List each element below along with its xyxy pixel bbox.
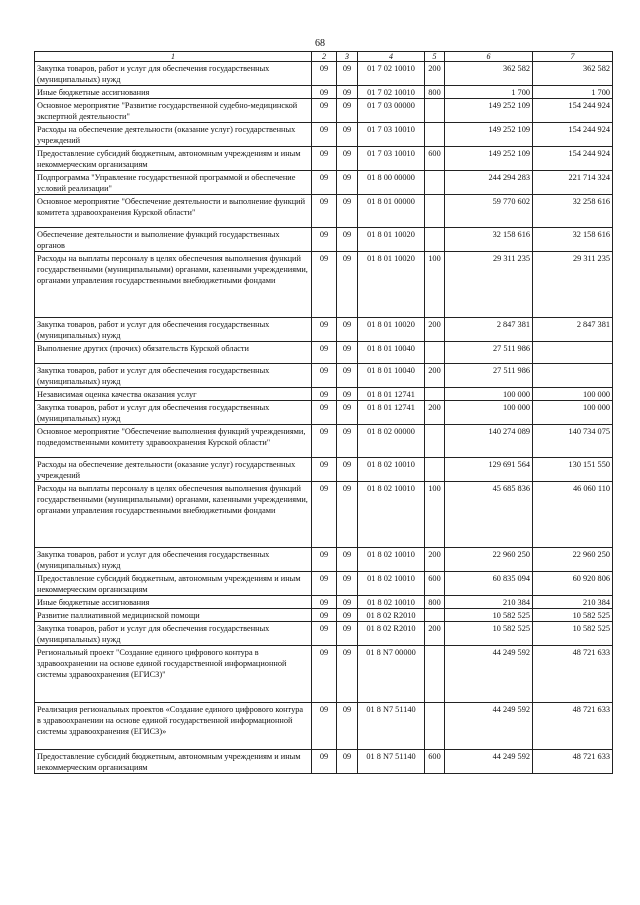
table-row — [35, 99, 613, 123]
row-name: Иные бюджетные ассигнования — [35, 86, 312, 99]
row-name: Закупка товаров, работ и услуг для обеспечения государственных (муниципальных) нужд — [35, 62, 312, 86]
row-name: Подпрограмма "Управление государственной программой и обеспечение условий реализации" — [35, 171, 312, 195]
column-header: 2 — [312, 52, 337, 62]
row-amount-year-2: 48 721 633 — [533, 750, 613, 774]
row-amount-year-1: 29 311 235 — [445, 252, 533, 318]
row-expense-type — [425, 99, 445, 123]
row-amount-year-2: 100 000 — [533, 388, 613, 401]
column-header: 3 — [337, 52, 358, 62]
table-row — [35, 622, 613, 646]
row-amount-year-1: 32 158 616 — [445, 228, 533, 252]
row-expense-type — [425, 195, 445, 228]
row-amount-year-1: 10 582 525 — [445, 622, 533, 646]
row-amount-year-1: 2 847 381 — [445, 318, 533, 342]
row-amount-year-2: 140 734 075 — [533, 425, 613, 458]
row-amount-year-1: 44 249 592 — [445, 703, 533, 750]
row-expense-type — [425, 228, 445, 252]
column-header: 4 — [358, 52, 425, 62]
row-subsection: 09 — [337, 401, 358, 425]
row-name: Предоставление субсидий бюджетным, автономным учреждениям и иным некоммерческим организациям — [35, 572, 312, 596]
row-target-article: 01 8 N7 00000 — [358, 646, 425, 703]
table-row — [35, 171, 613, 195]
row-expense-type: 800 — [425, 86, 445, 99]
row-subsection: 09 — [337, 596, 358, 609]
row-expense-type: 200 — [425, 622, 445, 646]
row-section: 09 — [312, 622, 337, 646]
row-subsection: 09 — [337, 572, 358, 596]
row-target-article: 01 8 N7 51140 — [358, 703, 425, 750]
row-name: Предоставление субсидий бюджетным, автономным учреждениям и иным некоммерческим организациям — [35, 147, 312, 171]
table-row — [35, 318, 613, 342]
row-amount-year-2: 221 714 324 — [533, 171, 613, 195]
row-subsection: 09 — [337, 86, 358, 99]
row-amount-year-2: 48 721 633 — [533, 646, 613, 703]
row-subsection: 09 — [337, 646, 358, 703]
row-section: 09 — [312, 458, 337, 482]
column-header: 6 — [445, 52, 533, 62]
row-name: Независимая оценка качества оказания услуг — [35, 388, 312, 401]
row-amount-year-2: 22 960 250 — [533, 548, 613, 572]
row-name: Основное мероприятие "Развитие государственной судебно-медицинской экспертной деятельности" — [35, 99, 312, 123]
row-expense-type — [425, 123, 445, 147]
table-row — [35, 458, 613, 482]
row-amount-year-2: 48 721 633 — [533, 703, 613, 750]
row-target-article: 01 8 01 10040 — [358, 364, 425, 388]
table-row — [35, 401, 613, 425]
row-name: Закупка товаров, работ и услуг для обеспечения государственных (муниципальных) нужд — [35, 318, 312, 342]
row-target-article: 01 8 01 10020 — [358, 228, 425, 252]
column-header: 1 — [35, 52, 312, 62]
row-section: 09 — [312, 86, 337, 99]
row-amount-year-1: 27 511 986 — [445, 364, 533, 388]
row-name: Закупка товаров, работ и услуг для обеспечения государственных (муниципальных) нужд — [35, 364, 312, 388]
row-target-article: 01 8 02 10010 — [358, 458, 425, 482]
row-subsection: 09 — [337, 195, 358, 228]
row-amount-year-2: 29 311 235 — [533, 252, 613, 318]
table-row — [35, 252, 613, 318]
row-subsection: 09 — [337, 62, 358, 86]
row-amount-year-2: 130 151 550 — [533, 458, 613, 482]
row-amount-year-2: 210 384 — [533, 596, 613, 609]
row-section: 09 — [312, 646, 337, 703]
row-name: Расходы на обеспечение деятельности (оказание услуг) государственных учреждений — [35, 123, 312, 147]
row-amount-year-2: 362 582 — [533, 62, 613, 86]
row-amount-year-1: 244 294 283 — [445, 171, 533, 195]
row-amount-year-1: 210 384 — [445, 596, 533, 609]
row-subsection: 09 — [337, 425, 358, 458]
row-amount-year-1: 60 835 094 — [445, 572, 533, 596]
table-row — [35, 62, 613, 86]
table-row — [35, 425, 613, 458]
row-amount-year-2: 32 158 616 — [533, 228, 613, 252]
row-target-article: 01 8 02 10010 — [358, 596, 425, 609]
row-section: 09 — [312, 482, 337, 548]
row-name: Развитие паллиативной медицинской помощи — [35, 609, 312, 622]
row-target-article: 01 7 03 00000 — [358, 99, 425, 123]
row-target-article: 01 8 02 10010 — [358, 482, 425, 548]
row-amount-year-2: 32 258 616 — [533, 195, 613, 228]
row-amount-year-1: 22 960 250 — [445, 548, 533, 572]
row-subsection: 09 — [337, 364, 358, 388]
row-target-article: 01 8 N7 51140 — [358, 750, 425, 774]
row-subsection: 09 — [337, 388, 358, 401]
row-section: 09 — [312, 195, 337, 228]
row-name: Выполнение других (прочих) обязательств Курской области — [35, 342, 312, 364]
table-row — [35, 364, 613, 388]
row-amount-year-1: 45 685 836 — [445, 482, 533, 548]
column-header: 5 — [425, 52, 445, 62]
table-row — [35, 596, 613, 609]
row-section: 09 — [312, 252, 337, 318]
row-section: 09 — [312, 750, 337, 774]
row-expense-type — [425, 425, 445, 458]
table-row — [35, 86, 613, 99]
row-name: Обеспечение деятельности и выполнение функций государственных органов — [35, 228, 312, 252]
row-expense-type — [425, 388, 445, 401]
row-section: 09 — [312, 318, 337, 342]
row-subsection: 09 — [337, 171, 358, 195]
row-amount-year-1: 129 691 564 — [445, 458, 533, 482]
row-name: Закупка товаров, работ и услуг для обеспечения государственных (муниципальных) нужд — [35, 548, 312, 572]
row-subsection: 09 — [337, 482, 358, 548]
column-numbers-row — [35, 52, 613, 62]
row-target-article: 01 7 03 10010 — [358, 147, 425, 171]
table-row — [35, 147, 613, 171]
row-expense-type: 600 — [425, 147, 445, 171]
row-subsection: 09 — [337, 548, 358, 572]
row-section: 09 — [312, 388, 337, 401]
row-expense-type: 800 — [425, 596, 445, 609]
row-section: 09 — [312, 548, 337, 572]
column-header: 7 — [533, 52, 613, 62]
row-target-article: 01 8 01 10020 — [358, 252, 425, 318]
row-target-article: 01 7 02 10010 — [358, 62, 425, 86]
table-row — [35, 195, 613, 228]
row-section: 09 — [312, 171, 337, 195]
table-row — [35, 703, 613, 750]
row-amount-year-1: 149 252 109 — [445, 147, 533, 171]
row-target-article: 01 8 02 R2010 — [358, 622, 425, 646]
row-expense-type — [425, 342, 445, 364]
table-row — [35, 388, 613, 401]
row-section: 09 — [312, 425, 337, 458]
budget-table — [34, 51, 613, 774]
row-subsection: 09 — [337, 318, 358, 342]
row-target-article: 01 8 00 00000 — [358, 171, 425, 195]
row-name: Предоставление субсидий бюджетным, автономным учреждениям и иным некоммерческим организациям — [35, 750, 312, 774]
row-section: 09 — [312, 99, 337, 123]
row-target-article: 01 8 02 00000 — [358, 425, 425, 458]
row-subsection: 09 — [337, 750, 358, 774]
row-subsection: 09 — [337, 147, 358, 171]
row-amount-year-2: 154 244 924 — [533, 123, 613, 147]
row-expense-type — [425, 171, 445, 195]
table-row — [35, 482, 613, 548]
row-subsection: 09 — [337, 622, 358, 646]
row-section: 09 — [312, 401, 337, 425]
row-target-article: 01 8 02 R2010 — [358, 609, 425, 622]
row-expense-type — [425, 609, 445, 622]
row-amount-year-2: 1 700 — [533, 86, 613, 99]
row-expense-type: 100 — [425, 252, 445, 318]
table-row — [35, 646, 613, 703]
table-row — [35, 123, 613, 147]
table-row — [35, 750, 613, 774]
row-amount-year-1: 100 000 — [445, 388, 533, 401]
table-row — [35, 228, 613, 252]
row-expense-type: 200 — [425, 401, 445, 425]
row-target-article: 01 7 03 10010 — [358, 123, 425, 147]
row-expense-type: 200 — [425, 548, 445, 572]
row-target-article: 01 7 02 10010 — [358, 86, 425, 99]
row-section: 09 — [312, 62, 337, 86]
row-name: Расходы на обеспечение деятельности (оказание услуг) государственных учреждений — [35, 458, 312, 482]
row-subsection: 09 — [337, 458, 358, 482]
row-amount-year-1: 27 511 986 — [445, 342, 533, 364]
row-target-article: 01 8 01 10020 — [358, 318, 425, 342]
row-amount-year-1: 1 700 — [445, 86, 533, 99]
row-section: 09 — [312, 596, 337, 609]
row-subsection: 09 — [337, 123, 358, 147]
row-target-article: 01 8 01 00000 — [358, 195, 425, 228]
row-name: Основное мероприятие "Обеспечение деятельности и выполнение функций комитета здравоохранения Курской области" — [35, 195, 312, 228]
row-name: Расходы на выплаты персоналу в целях обеспечения выполнения функций государственными (муниципальными) органами, казенными учреждениями, органами управления государственными внебюджетными фондами — [35, 252, 312, 318]
row-amount-year-1: 44 249 592 — [445, 646, 533, 703]
row-name: Расходы на выплаты персоналу в целях обеспечения выполнения функций государственными (муниципальными) органами, казенными учреждениями, органами управления государственными внебюджетными фондами — [35, 482, 312, 548]
row-expense-type: 600 — [425, 572, 445, 596]
row-section: 09 — [312, 147, 337, 171]
row-expense-type: 200 — [425, 318, 445, 342]
row-amount-year-1: 149 252 109 — [445, 123, 533, 147]
row-target-article: 01 8 02 10010 — [358, 548, 425, 572]
row-amount-year-1: 362 582 — [445, 62, 533, 86]
row-section: 09 — [312, 123, 337, 147]
row-subsection: 09 — [337, 99, 358, 123]
row-target-article: 01 8 01 10040 — [358, 342, 425, 364]
row-name: Иные бюджетные ассигнования — [35, 596, 312, 609]
row-amount-year-1: 100 000 — [445, 401, 533, 425]
row-name: Реализация региональных проектов «Создание единого цифрового контура в здравоохранении на основе единой государственной информационной системы здравоохранения (ЕГИСЗ)» — [35, 703, 312, 750]
row-name: Закупка товаров, работ и услуг для обеспечения государственных (муниципальных) нужд — [35, 622, 312, 646]
row-amount-year-2: 10 582 525 — [533, 609, 613, 622]
row-subsection: 09 — [337, 228, 358, 252]
row-amount-year-2 — [533, 364, 613, 388]
row-name: Основное мероприятие "Обеспечение выполнения функций учреждениями, подведомственными комитету здравоохранения Курской области" — [35, 425, 312, 458]
row-subsection: 09 — [337, 342, 358, 364]
page-number: 68 — [315, 38, 325, 49]
row-amount-year-2: 2 847 381 — [533, 318, 613, 342]
row-expense-type — [425, 703, 445, 750]
row-expense-type — [425, 646, 445, 703]
row-expense-type: 100 — [425, 482, 445, 548]
row-amount-year-1: 140 274 089 — [445, 425, 533, 458]
row-subsection: 09 — [337, 609, 358, 622]
table-row — [35, 609, 613, 622]
row-amount-year-2 — [533, 342, 613, 364]
row-target-article: 01 8 01 12741 — [358, 401, 425, 425]
row-amount-year-2: 46 060 110 — [533, 482, 613, 548]
row-section: 09 — [312, 228, 337, 252]
row-expense-type — [425, 458, 445, 482]
table-row — [35, 342, 613, 364]
row-name: Закупка товаров, работ и услуг для обеспечения государственных (муниципальных) нужд — [35, 401, 312, 425]
row-amount-year-2: 154 244 924 — [533, 99, 613, 123]
row-expense-type: 200 — [425, 364, 445, 388]
table-row — [35, 548, 613, 572]
row-amount-year-1: 59 770 602 — [445, 195, 533, 228]
row-section: 09 — [312, 364, 337, 388]
row-amount-year-1: 149 252 109 — [445, 99, 533, 123]
row-amount-year-2: 100 000 — [533, 401, 613, 425]
table-row — [35, 572, 613, 596]
row-amount-year-1: 10 582 525 — [445, 609, 533, 622]
row-section: 09 — [312, 703, 337, 750]
row-amount-year-2: 154 244 924 — [533, 147, 613, 171]
row-section: 09 — [312, 609, 337, 622]
row-amount-year-2: 10 582 525 — [533, 622, 613, 646]
row-amount-year-1: 44 249 592 — [445, 750, 533, 774]
row-target-article: 01 8 02 10010 — [358, 572, 425, 596]
row-subsection: 09 — [337, 252, 358, 318]
row-expense-type: 200 — [425, 62, 445, 86]
row-expense-type: 600 — [425, 750, 445, 774]
row-section: 09 — [312, 572, 337, 596]
row-section: 09 — [312, 342, 337, 364]
row-name: Региональный проект "Создание единого цифрового контура в здравоохранении на основе единой государственной информационной системы здравоохранения (ЕГИСЗ)" — [35, 646, 312, 703]
row-subsection: 09 — [337, 703, 358, 750]
row-amount-year-2: 60 920 806 — [533, 572, 613, 596]
row-target-article: 01 8 01 12741 — [358, 388, 425, 401]
